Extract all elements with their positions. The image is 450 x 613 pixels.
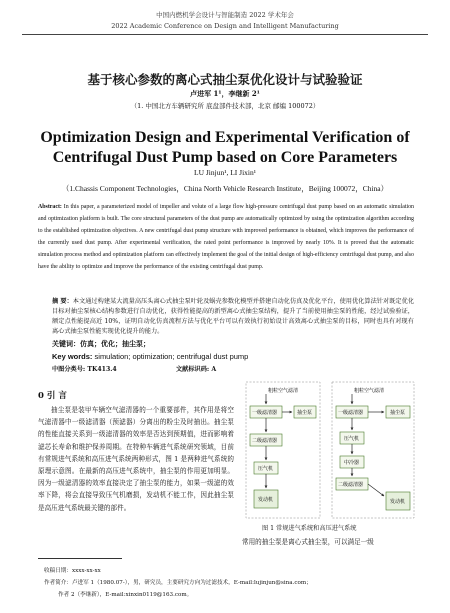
header-divider — [22, 34, 428, 35]
conventional-system — [246, 382, 320, 518]
paper-title-en-line1: Optimization Design and Experimental Verification of — [40, 129, 410, 146]
abstract-en-label: Abstract: — [38, 204, 62, 210]
left-secondary-filter-label: 二级滤清器 — [252, 438, 278, 444]
abstract-cn-text: 本文通过构建某大流量高压头离心式抽尘泵叶轮及蜗壳参数化模型并搭建自动化仿真及优化平台，使用优化算法针对既定优化目标对抽尘泵核心结构参数进行自动优化，获得性能提高的新型离心式抽尘泵结构，提升了当前使用抽尘泵的性能，经过试验验证，额定点性能提高近 10%，证明自动化仿真流程方法与优化平台可以有效执行初始设计高效离心式抽尘泵的目标，同时也具有对现有离心式抽尘泵性能实现优化提升的能力。 — [52, 298, 415, 335]
right-engine-label: 发动机 — [390, 499, 406, 505]
left-primary-filter-label: 一级滤清器 — [252, 410, 278, 416]
abstract-en-text: In this paper, a parameterized model of impeller and volute of a large flow high-pressure centrifugal dust pump based on an automatic simulation and optimization platform is built. The core structural parameters of the dust pump are automatically optimized by using the optimization algorithm according to the established optimization objectives. A new centrifugal dust pump structure with improved performance is obtained, which improves the performance of the currently used dust pump. After experimental verification, the rated point performance is improved by nearly 10%. It is proved that the automatic simulation process method and optimization platform can effectively implement the goal of the initial design of high-efficiency centrifugal dust pump, and also have the ability to optimize and improve the performance of the existing centrifugal dust pump. — [38, 204, 414, 270]
keywords-en-label: Key words: — [52, 352, 93, 361]
paper-title-cn: 基于核心参数的离心式抽尘泵优化设计与试验验证 — [87, 72, 363, 87]
paper-title-en — [0, 128, 450, 168]
right-pump-label: 抽尘泵 — [390, 410, 406, 416]
intake-system-diagram — [240, 380, 418, 520]
footnote-author2: 作者 2（李继新），E-mail:xinxin0119@163.com。 — [58, 592, 193, 598]
left-engine-label: 发动机 — [258, 497, 274, 503]
right-compressor-label: 压气机 — [344, 436, 360, 442]
conference-header-cn: 中国内燃机学会设计与智能制造 2022 学术年会 — [156, 11, 294, 19]
footnote-author1: 作者简介：卢进军 1（1980.07-），男，研究员，主要研究方向为过滤技术，E-mail:lujinjun@sina.com； — [44, 580, 312, 586]
affiliation-cn: （1. 中国北方车辆研究所 底盘部件技术部，北京 邮编 100072） — [130, 102, 320, 110]
right-intercooler-label: 中冷器 — [344, 460, 360, 466]
right-primary-filter-label: 一级滤清器 — [338, 410, 364, 416]
right-secondary-filter-label: 二级滤清器 — [338, 482, 364, 488]
left-compressor-label: 压气机 — [258, 466, 274, 472]
figure-caption: 图 1 常规进气系统和高压进气系统 — [262, 525, 357, 532]
paper-title-en-line2: Centrifugal Dust Pump based on Core Parameters — [52, 149, 398, 166]
abstract-en — [38, 202, 414, 273]
keywords-en — [52, 352, 248, 361]
affiliation-en: （1.Chassis Component Technologies，China North Vehicle Research Institute，Beijing 100072，China） — [61, 184, 389, 193]
classification-number: 中图分类号: TK413.4 — [52, 366, 117, 373]
authors-cn: 卢进军 1¹，李继新 2¹ — [190, 89, 260, 98]
authors-en: LU Jinjun¹, LI Jixin¹ — [194, 168, 256, 177]
conference-header-en: 2022 Academic Conference on Design and Intelligent Manufacturing — [111, 22, 339, 30]
abstract-cn — [52, 297, 414, 337]
left-top-label: 粗粒空气滤清 — [268, 388, 299, 394]
keywords-cn: 关键词：仿真；优化；抽尘泵； — [52, 339, 150, 348]
footnote-divider — [38, 558, 122, 559]
left-pump-label: 抽尘泵 — [297, 410, 313, 416]
high-pressure-system — [332, 382, 414, 518]
section-heading: 0 引 言 — [38, 391, 67, 401]
section-paragraph: 抽尘泵是装甲车辆空气滤清器的一个重要部件，其作用是将空气滤清器中一级滤清器（预滤器）分离出的粉尘及时抽出。抽尘泵的性能直接关系到一级滤清器的效率是否达到预期值，进而影响着滤芯长寿命和维护保养周期。在特种车辆进气系统研究领域，目前有常规进气系统和高压进气系统两种形式，图 1 是两种进气系统的原理示意图。在最新的高压进气系统中，抽尘泵的作用更加明显。因为一级滤清器的效率直接决定了抽尘泵的能力，如果一级滤的效率下降，将会直接导致压气机磨损，发动机不能工作，因此抽尘泵是高压进气系统最关键的部件。 — [38, 406, 234, 512]
keywords-en-text: simulation; optimization; centrifugal dust pump — [92, 352, 249, 361]
right-top-label: 粗粒空气滤清 — [354, 388, 385, 394]
right-column-text: 常用的抽尘泵是离心式抽尘泵，可以满足一级 — [242, 538, 374, 546]
footnote-received: 收稿日期：xxxx-xx-xx — [44, 568, 101, 574]
abstract-cn-label: 摘 要： — [52, 298, 73, 305]
document-code: 文献标识码: A — [176, 366, 217, 373]
